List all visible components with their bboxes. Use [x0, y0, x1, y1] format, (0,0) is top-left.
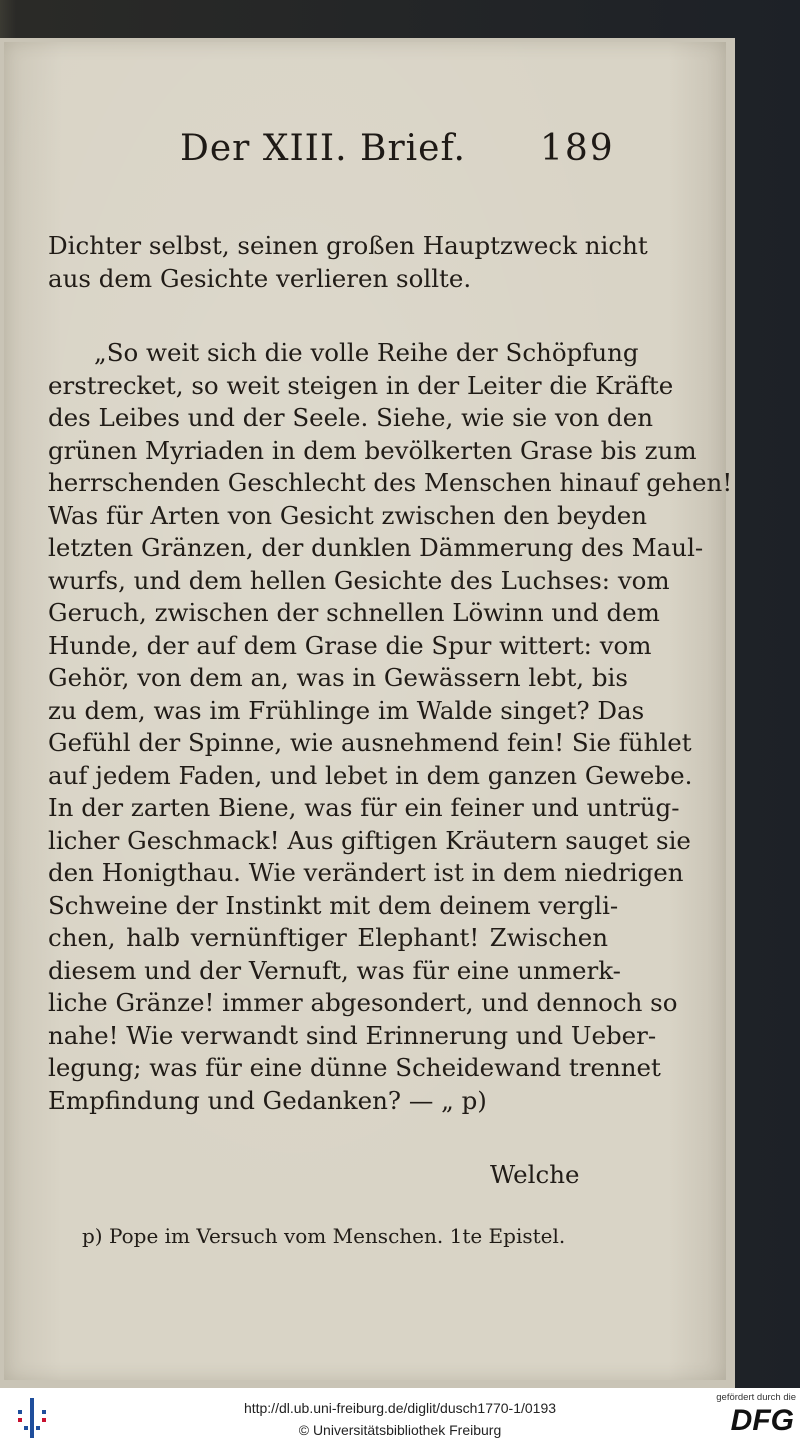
text-line: grünen Myriaden in dem bevölkerten Grase bis zum	[48, 435, 697, 465]
text-line: herrschenden Geschlecht des Menschen hinauf gehen!	[48, 468, 733, 497]
text-line: Dichter selbst, seinen großen Hauptzweck nicht	[48, 231, 648, 260]
text-line: Schweine der Instinkt mit dem deinem vergli-	[48, 890, 619, 920]
text-line: auf jedem Faden, und lebet in dem ganzen Gewebe.	[48, 760, 693, 790]
copyright-notice: © Universitätsbibliothek Freiburg	[298, 1422, 502, 1438]
text-line: Was für Arten von Gesicht zwischen den beyden	[48, 500, 648, 530]
paragraph	[48, 337, 733, 1117]
text-line: legung; was für eine dünne Scheidewand trennet	[48, 1053, 661, 1082]
text-line: Gehör, von dem an, was in Gewässern lebt, bis	[48, 663, 628, 692]
text-line: nahe! Wie verwandt sind Erinnerung und Ueber-	[48, 1020, 657, 1050]
text-line: chen, halb vernünftiger Elephant! Zwischen	[48, 923, 608, 952]
paragraph	[48, 230, 648, 295]
text-line: letzten Gränzen, der dunklen Dämmerung des Maul-	[48, 533, 704, 562]
permalink[interactable]: http://dl.ub.uni-freiburg.de/diglit/dusch1770-1/0193	[243, 1400, 557, 1416]
book-page	[4, 42, 733, 1380]
text-line: aus dem Gesichte verlieren sollte.	[48, 263, 472, 293]
text-line: wurfs, und dem hellen Gesichte des Luchses: vom	[48, 565, 670, 595]
text-line: diesem und der Vernuft, was für eine unmerk-	[48, 955, 621, 985]
text-line: Empfindung und Gedanken? — „ p)	[48, 1085, 487, 1115]
text-line: „So weit sich die volle Reihe der Schöpfung	[94, 338, 639, 367]
funding-note: gefördert durch die	[716, 1392, 796, 1403]
page-header	[4, 128, 726, 208]
text-line: liche Gränze! immer abgesondert, und dennoch so	[48, 988, 678, 1017]
running-title: Der XIII. Brief.	[180, 128, 466, 169]
catchword: Welche	[490, 1160, 580, 1189]
dfg-logo: DFG	[730, 1404, 794, 1437]
text-line: In der zarten Biene, was für ein feiner und untrüg-	[48, 793, 680, 822]
text-line: erstrecket, so weit steigen in der Leiter die Kräfte	[48, 370, 674, 400]
text-line: zu dem, was im Frühlinge im Walde singet? Das	[48, 695, 645, 725]
text-line: den Honigthau. Wie verändert ist in dem niedrigen	[48, 858, 684, 887]
text-line: des Leibes und der Seele. Siehe, wie sie von den	[48, 403, 653, 432]
text-line: licher Geschmack! Aus giftigen Kräutern sauget sie	[48, 825, 691, 855]
viewer-footer	[0, 1388, 800, 1446]
text-line: Hunde, der auf dem Grase die Spur wittert: vom	[48, 630, 652, 660]
funder-badge[interactable]	[700, 1390, 796, 1444]
page-number: 189	[540, 128, 615, 169]
footnote: p) Pope im Versuch vom Menschen. 1te Epistel.	[82, 1224, 566, 1248]
text-line: Gefühl der Spinne, wie ausnehmend fein! Sie fühlet	[48, 728, 692, 757]
body-text	[48, 230, 733, 1117]
text-line: Geruch, zwischen der schnellen Löwinn und dem	[48, 598, 660, 627]
